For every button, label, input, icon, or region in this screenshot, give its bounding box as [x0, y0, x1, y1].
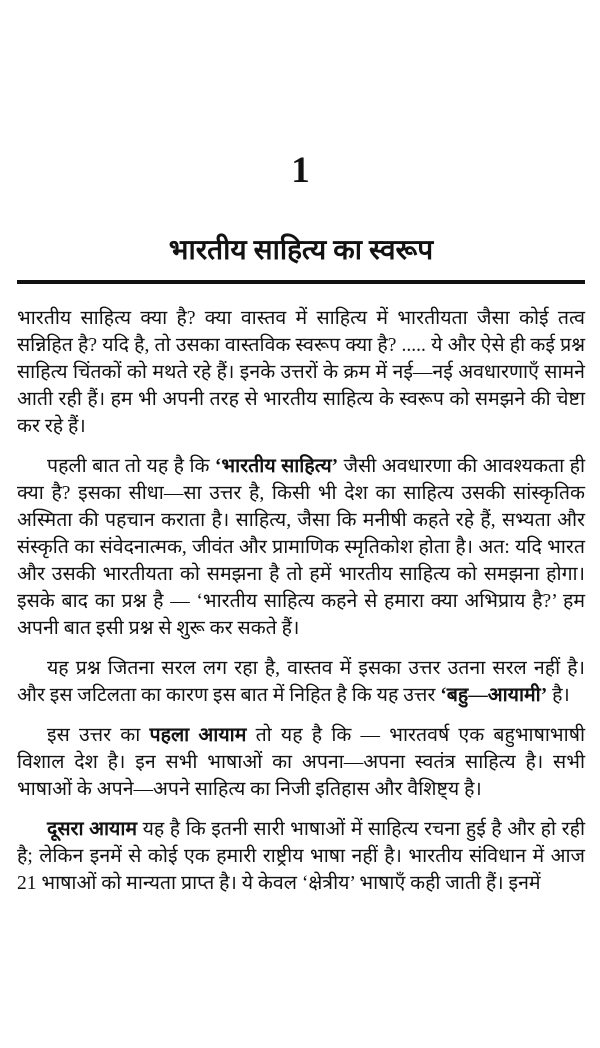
bold-text-run: दूसरा आयाम	[47, 819, 138, 841]
text-run: जैसी अवधारणा की आवश्यकता ही क्या है? इसका सीधा—सा उत्तर है, किसी भी देश का साहित्य उसकी सांस्कृतिक अस्मिता की पहचान कराता है। साहित्य, जैसा कि मनीषी कहते रहे हैं, सभ्यता और संस्कृति का संवेदनात्मक, जीवंत और प्रामाणिक स्मृतिकोश होता है। अत: यदि भारत और उसकी भारतीयता को समझना है तो हमें भारतीय साहित्य को समझना होगा। इसके बाद का प्रश्न है — ‘भारतीय साहित्य कहने से हमारा क्या अभिप्राय है?’ हम अपनी बात इसी प्रश्न से शुरू कर सकते हैं।	[17, 456, 585, 640]
title-rule	[17, 280, 585, 284]
chapter-number: 1	[291, 150, 311, 191]
text-run: तो यह है कि — भारतवर्ष एक बहुभाषाभाषी विशाल देश है। इन सभी भाषाओं का अपना—अपना स्वतंत्र साहित्य है। सभी भाषाओं के अपने—अपने साहित्य का निजी इतिहास और वैशिष्ट्य है।	[17, 725, 586, 801]
text-run: यह है कि इतनी सारी भाषाओं में साहित्य रचना हुई है और हो रही है; लेकिन इनमें से कोई एक हमारी राष्ट्रीय भाषा नहीं है। भारतीय संविधान में आज 21 भाषाओं को मान्यता प्राप्त है। ये केवल ‘क्षेत्रीय’ भाषाएँ कही जाती हैं। इनमें	[17, 819, 585, 895]
text-run: पहली बात तो यह है कि	[47, 456, 215, 478]
body-text	[17, 305, 585, 897]
chapter-title: भारतीय साहित्य का स्वरूप	[168, 235, 434, 266]
paragraph	[17, 453, 585, 642]
text-run: है।	[547, 685, 570, 707]
paragraph	[17, 816, 585, 897]
paragraph	[17, 655, 585, 709]
bold-text-run: ‘भारतीय साहित्य’	[214, 456, 339, 478]
paragraph	[17, 305, 585, 440]
bold-text-run: ‘बहु—आयामी’	[440, 685, 548, 707]
bold-text-run: पहला आयाम	[149, 725, 247, 747]
paragraph	[17, 722, 585, 803]
text-run: इस उत्तर का	[47, 725, 150, 747]
text-run: यह प्रश्न जितना सरल लग रहा है, वास्तव में इसका उत्तर उतना सरल नहीं है। और इस जटिलता का कारण इस बात में निहित है कि यह उत्तर	[17, 658, 585, 707]
text-run: भारतीय साहित्य क्या है? क्या वास्तव में साहित्य में भारतीयता जैसा कोई तत्व सन्निहित है? यदि है, तो उसका वास्तविक स्वरूप क्या है? ..... ये और ऐसे ही कई प्रश्न साहित्य चिंतकों को मथते रहे हैं। इनके उत्तरों के क्रम में नई—नई अवधारणाएँ सामने आती रही हैं। हम भी अपनी तरह से भारतीय साहित्य के स्वरूप को समझने की चेष्टा कर रहे हैं।	[17, 308, 585, 438]
